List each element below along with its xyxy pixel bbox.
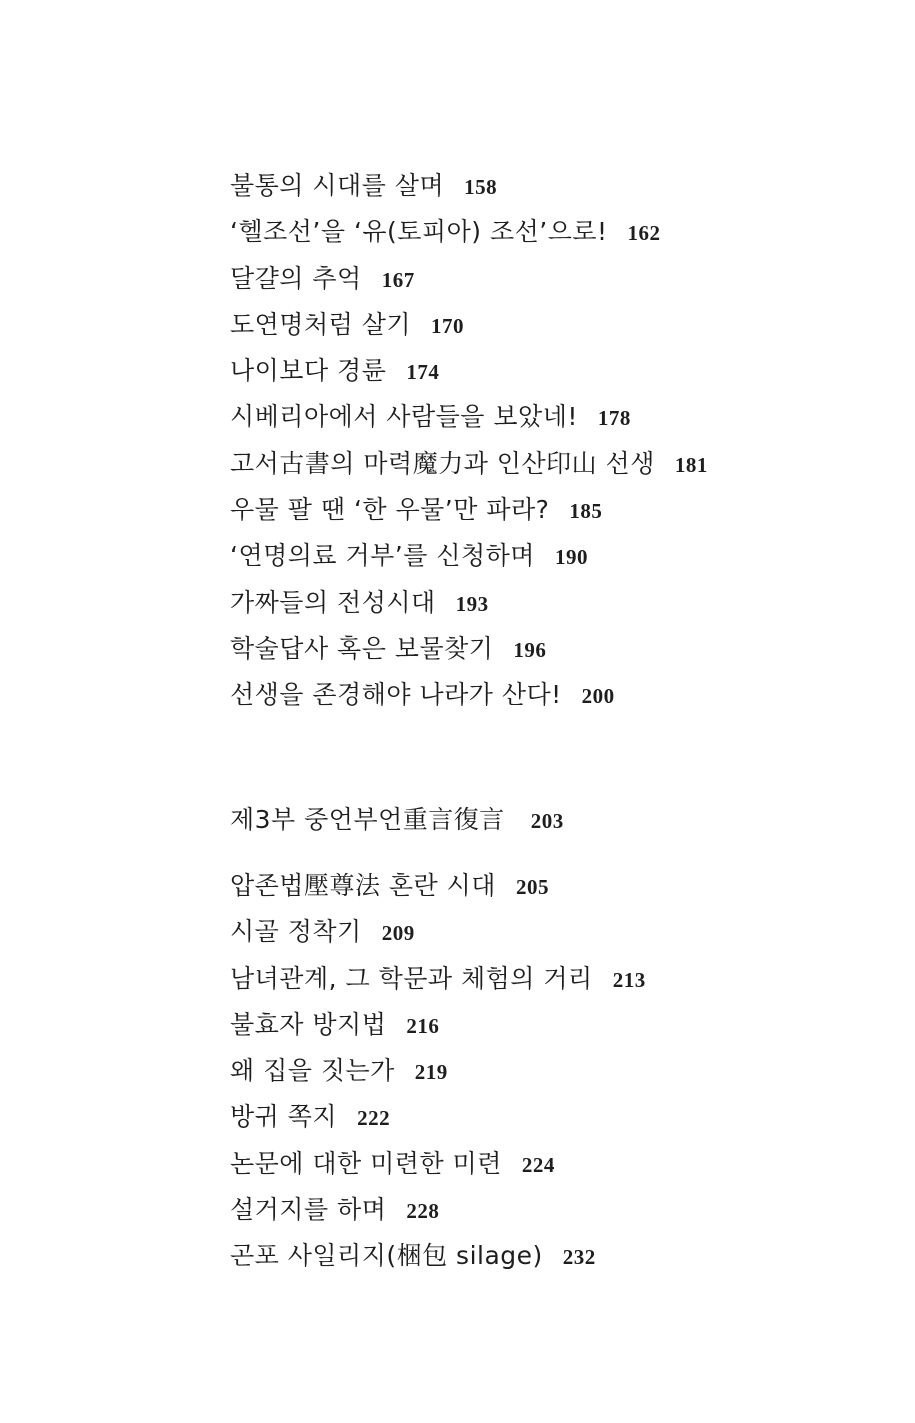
toc-entry-title: 불통의 시대를 살며 (230, 171, 445, 200)
toc-entry-title: 방귀 쪽지 (230, 1102, 338, 1132)
part3-heading-title: 제3부 중언부언重言復言 (230, 805, 505, 834)
toc-entry-page: 167 (381, 267, 415, 292)
toc-entry (230, 490, 870, 536)
toc-entry (230, 959, 870, 1005)
toc-entry-page: 213 (612, 967, 646, 992)
toc-entry-title: 달걀의 추억 (230, 263, 362, 293)
toc-entry (230, 397, 870, 443)
toc-entry-title: 우물 팔 땐 ‘한 우물’만 파라? (230, 495, 550, 525)
toc-entry-title: 가짜들의 전성시대 (230, 587, 436, 617)
toc-entry (230, 866, 870, 912)
toc-entry-page: 205 (515, 875, 549, 899)
toc-entry (230, 1005, 870, 1051)
toc-entry (230, 1144, 870, 1190)
toc-entry-title: ‘헬조선’을 ‘유(토피아) 조선’으로! (230, 217, 608, 247)
toc-entry-page: 178 (597, 406, 631, 431)
toc-entry-page: 170 (431, 313, 464, 338)
toc-section-part3 (230, 866, 870, 1283)
toc-entry-page: 162 (627, 221, 661, 246)
toc-entry (230, 259, 870, 305)
toc-entry-page: 228 (406, 1199, 440, 1224)
toc-entry-title: 남녀관계, 그 학문과 체험의 거리 (230, 963, 593, 993)
toc-entry-page: 209 (381, 921, 415, 946)
toc-entry (230, 1051, 870, 1097)
toc-entry-title: 설거지를 하며 (230, 1195, 387, 1225)
toc-entry (230, 583, 870, 629)
toc-entry-title: 불효자 방지법 (230, 1009, 387, 1039)
toc-entry (230, 444, 870, 490)
toc-entry (230, 1190, 870, 1236)
toc-entry-page: 158 (464, 175, 498, 199)
toc-entry-title: 왜 집을 짓는가 (230, 1056, 395, 1086)
toc-entry-title: 학술답사 혹은 보물찾기 (230, 633, 494, 663)
toc-entry-page: 190 (554, 545, 588, 570)
toc-entry-page: 185 (569, 499, 603, 524)
toc-entry (230, 1236, 870, 1282)
toc-entry-page: 216 (406, 1013, 440, 1038)
toc-entry (230, 629, 870, 675)
toc-section-part2-continued (230, 166, 870, 722)
toc-entry-page: 232 (562, 1245, 596, 1270)
toc-entry (230, 166, 870, 212)
toc-entry (230, 1097, 870, 1143)
toc-entry-page: 224 (521, 1152, 555, 1177)
toc-entry (230, 536, 870, 582)
toc-entry (230, 351, 870, 397)
toc-entry (230, 305, 870, 351)
toc-entry-title: 선생을 존경해야 나라가 산다! (230, 680, 562, 710)
toc-entry-title: 압존법壓尊法 혼란 시대 (230, 871, 496, 900)
part3-heading (230, 800, 564, 840)
toc-entry-page: 222 (357, 1106, 391, 1131)
toc-entry (230, 675, 870, 721)
toc-entry-title: 고서古書의 마력魔力과 인산印山 선생 (230, 448, 655, 478)
toc-entry-title: 도연명처럼 살기 (230, 309, 411, 339)
toc-entry-page: 200 (581, 684, 615, 709)
toc-entry-title: 논문에 대한 미련한 미련 (230, 1148, 502, 1178)
toc-entry-page: 193 (455, 591, 489, 616)
toc-entry (230, 212, 870, 258)
toc-entry-page: 196 (513, 637, 547, 662)
toc-entry-title: ‘연명의료 거부’를 신청하며 (230, 541, 535, 571)
toc-entry-title: 시베리아에서 사람들을 보았네! (230, 402, 578, 432)
toc-entry-page: 219 (414, 1060, 448, 1085)
toc-entry-title: 곤포 사일리지(梱包 silage) (230, 1241, 543, 1271)
toc-entry-page: 174 (406, 360, 440, 385)
toc-entry-title: 시골 정착기 (230, 917, 362, 947)
toc-entry-page: 181 (674, 452, 708, 477)
part3-heading-page: 203 (530, 809, 564, 833)
toc-entry-title: 나이보다 경륜 (230, 356, 387, 386)
toc-entry (230, 912, 870, 958)
